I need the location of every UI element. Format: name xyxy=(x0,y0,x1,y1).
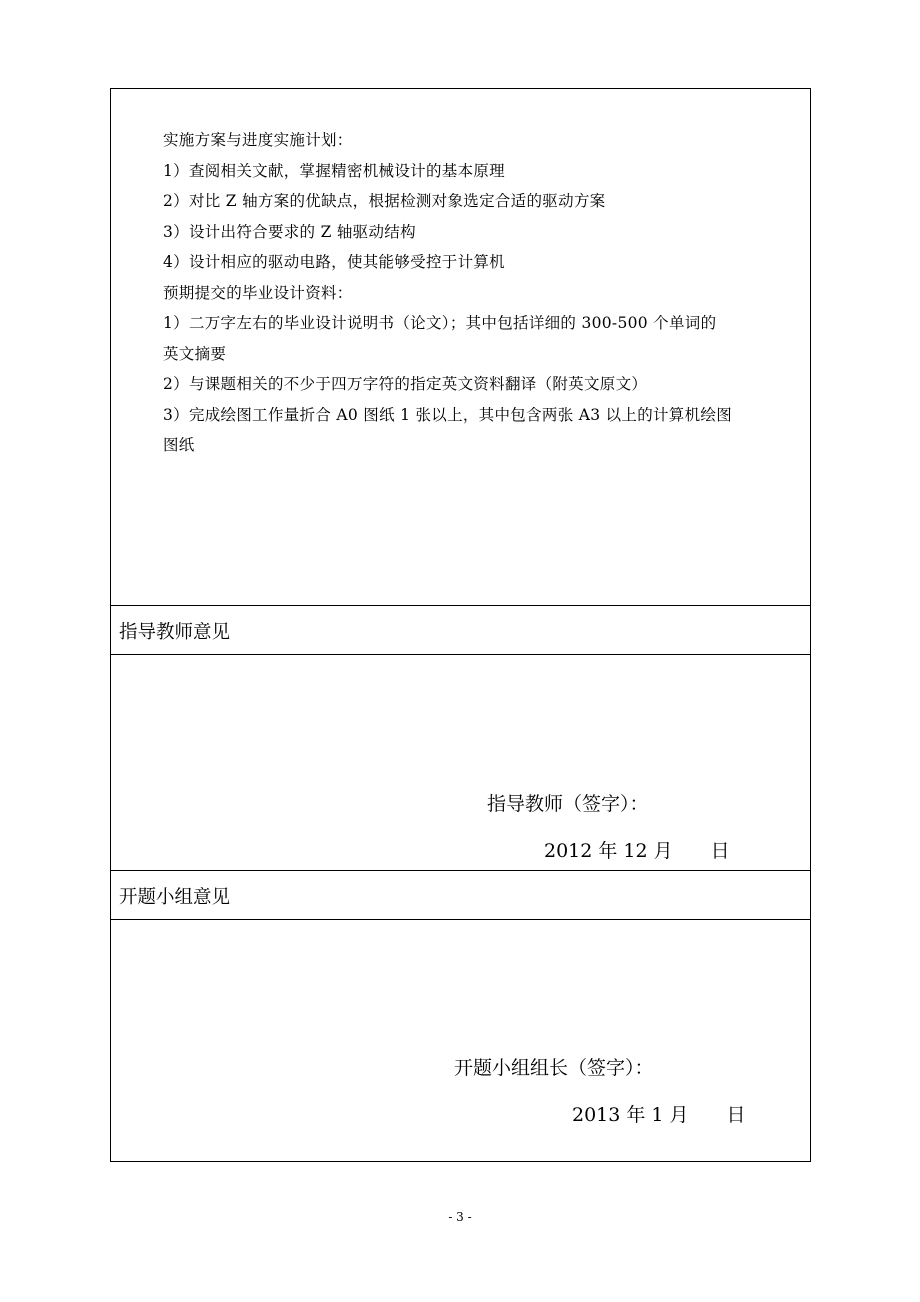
plan-line: 英文摘要 xyxy=(163,344,227,363)
plan-line: 3）完成绘图工作量折合 A0 图纸 1 张以上，其中包含两张 A3 以上的计算机绘图 xyxy=(163,405,732,424)
group-opinion-body xyxy=(111,920,810,1161)
advisor-date: 2012 年 12 月 日 xyxy=(544,840,730,862)
advisor-opinion-title: 指导教师意见 xyxy=(119,622,231,643)
plan-text-block xyxy=(163,125,803,461)
page-number: - 3 - xyxy=(448,1210,472,1224)
proposal-form-table xyxy=(110,88,811,1162)
group-leader-signature-label: 开题小组组长（签字）： xyxy=(454,1057,654,1079)
plan-section xyxy=(111,89,810,606)
plan-line: 2）对比 Z 轴方案的优缺点，根据检测对象选定合适的驱动方案 xyxy=(163,192,606,210)
group-date: 2013 年 1 月 日 xyxy=(572,1104,746,1126)
group-opinion-header xyxy=(111,871,810,920)
plan-line: 4）设计相应的驱动电路，使其能够受控于计算机 xyxy=(163,253,505,271)
advisor-signature-label: 指导教师（签字）： xyxy=(487,793,649,815)
plan-line: 预期提交的毕业设计资料： xyxy=(163,283,353,302)
plan-line: 1）查阅相关文献，掌握精密机械设计的基本原理 xyxy=(163,161,505,180)
advisor-opinion-body xyxy=(111,655,810,871)
plan-line: 2）与课题相关的不少于四万字符的指定英文资料翻译（附英文原文） xyxy=(163,375,648,393)
plan-line: 图纸 xyxy=(163,436,195,454)
plan-line: 1）二万字左右的毕业设计说明书（论文）；其中包括详细的 300-500 个单词的 xyxy=(163,314,717,332)
advisor-opinion-header xyxy=(111,606,810,655)
plan-line: 实施方案与进度实施计划： xyxy=(163,131,353,149)
plan-line: 3）设计出符合要求的 Z 轴驱动结构 xyxy=(163,222,416,241)
group-opinion-title: 开题小组意见 xyxy=(119,887,231,908)
